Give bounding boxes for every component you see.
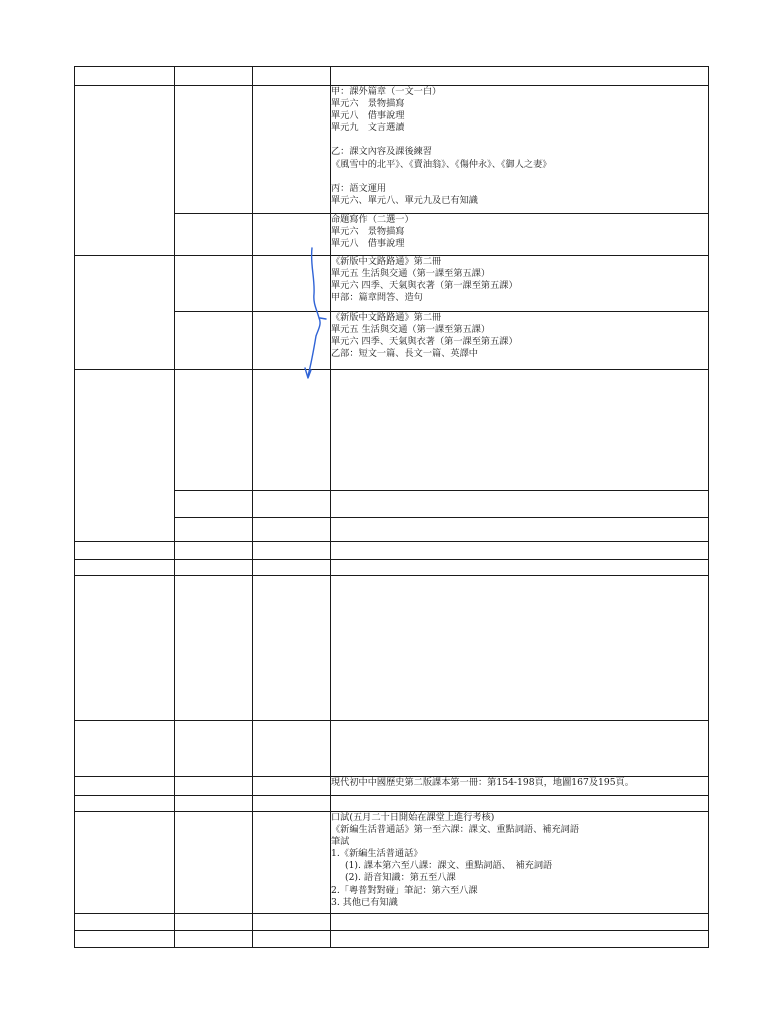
- syllabus-line: 甲：課外篇章（一文一白）: [331, 86, 442, 97]
- syllabus-cell-paper-1: [331, 256, 709, 312]
- syllabus-line: 2.「粵普對對碰」筆記：第六至八課: [331, 884, 478, 896]
- syllabus-cell-empty: [331, 370, 709, 491]
- paper-cell: [175, 542, 253, 560]
- paper-cell: [175, 721, 253, 777]
- subject-cell: [75, 777, 175, 796]
- syllabus-line: 乙部：短文一篇、長文一篇、英譯中: [331, 348, 478, 360]
- syllabus-cell-empty: [331, 576, 709, 721]
- time-cell: [253, 812, 331, 914]
- syllabus-line: 口試(五月二十日開始在課堂上進行考核): [331, 812, 495, 823]
- syllabus-line: 單元六 景物描寫: [331, 98, 405, 110]
- table-row: [75, 914, 709, 931]
- time-cell: [253, 777, 331, 796]
- time-cell: [253, 560, 331, 576]
- paper-cell: [175, 491, 253, 518]
- table-row: [75, 542, 709, 560]
- syllabus-cell-reading: [331, 86, 709, 214]
- subject-cell: [75, 914, 175, 931]
- paper-cell: [175, 560, 253, 576]
- syllabus-cell-putonghua: [331, 812, 709, 914]
- paper-cell: [175, 796, 253, 812]
- table-row: [75, 256, 709, 312]
- paper-cell: [175, 370, 253, 491]
- syllabus-line: 單元九 文言選讀: [331, 122, 405, 134]
- syllabus-cell-empty: [331, 931, 709, 948]
- paper-cell: [175, 256, 253, 312]
- time-cell: [253, 914, 331, 931]
- time-cell: [253, 370, 331, 491]
- syllabus-line: 《風雪中的北平》、《賣油翁》、《傷仲永》、《御人之妻》: [331, 158, 552, 170]
- paper-cell: [175, 214, 253, 256]
- table-row: [75, 576, 709, 721]
- header-cell: [331, 67, 709, 86]
- table-row: [75, 560, 709, 576]
- paper-cell: [175, 576, 253, 721]
- syllabus-line: 命題寫作（二選一）: [331, 214, 414, 225]
- paper-cell: [175, 931, 253, 948]
- subject-cell: [75, 931, 175, 948]
- paper-cell: [175, 914, 253, 931]
- syllabus-cell-history: [331, 777, 709, 796]
- header-cell: [175, 67, 253, 86]
- handwritten-arrow-icon: [296, 244, 330, 384]
- subject-cell: [75, 576, 175, 721]
- syllabus-line: 3. 其他已有知識: [331, 896, 398, 908]
- time-cell: [253, 796, 331, 812]
- syllabus-line: 丙：語文運用: [331, 182, 387, 194]
- syllabus-line: 《新編生活普通話》第一至六課：課文、重點詞語、補充詞語: [331, 824, 580, 836]
- time-cell: [253, 721, 331, 777]
- syllabus-cell-empty: [331, 914, 709, 931]
- pen-stroke: [320, 318, 326, 319]
- pen-stroke: [308, 248, 320, 376]
- time-cell: [253, 576, 331, 721]
- syllabus-line: 單元五 生活與交通（第一課至第五課）: [331, 324, 491, 336]
- syllabus-line: 單元八 借事說理: [331, 238, 405, 250]
- subject-cell: [75, 542, 175, 560]
- table-row: [75, 812, 709, 914]
- table-row: [75, 777, 709, 796]
- subject-cell: [75, 370, 175, 542]
- paper-cell: [175, 777, 253, 796]
- time-cell: [253, 542, 331, 560]
- syllabus-cell-empty: [331, 560, 709, 576]
- syllabus-line: (1). 課本第六至八課：課文、重點詞語、 補充詞語: [345, 860, 553, 872]
- syllabus-line: 單元五 生活與交通（第一課至第五課）: [331, 268, 491, 280]
- subject-cell: [75, 812, 175, 914]
- table-row: [75, 796, 709, 812]
- syllabus-cell-writing: [331, 214, 709, 256]
- table-row: [75, 931, 709, 948]
- time-cell: [253, 518, 331, 542]
- syllabus-line: 筆試: [331, 836, 350, 848]
- syllabus-cell-empty: [331, 721, 709, 777]
- table-row: [75, 370, 709, 491]
- time-cell: [253, 491, 331, 518]
- header-cell: [75, 67, 175, 86]
- subject-cell: [75, 256, 175, 370]
- subject-cell: [75, 721, 175, 777]
- syllabus-line: 甲部：篇章問答、造句: [331, 292, 423, 304]
- syllabus-line: 單元六、單元八、單元九及已有知識: [331, 194, 478, 206]
- syllabus-cell-empty: [331, 491, 709, 518]
- syllabus-line: 1.《新編生活普通話》: [331, 848, 423, 860]
- paper-cell: [175, 312, 253, 370]
- syllabus-line: 《新版中文路路通》第二冊: [331, 256, 442, 267]
- paper-cell: [175, 86, 253, 214]
- syllabus-line: 單元六 四季、天氣與衣著（第一課至第五課）: [331, 336, 518, 348]
- time-cell: [253, 931, 331, 948]
- paper-cell: [175, 518, 253, 542]
- table-row: [75, 86, 709, 214]
- syllabus-line: 單元八 借事說理: [331, 110, 405, 122]
- time-cell: [253, 86, 331, 214]
- syllabus-cell-empty: [331, 518, 709, 542]
- paper-cell: [175, 812, 253, 914]
- syllabus-line: 現代初中中國歷史第二版課本第一冊：第154-198頁，地圖167及195頁。: [331, 777, 634, 788]
- subject-cell: [75, 796, 175, 812]
- exam-schedule-table: [74, 66, 709, 948]
- syllabus-cell-empty: [331, 542, 709, 560]
- syllabus-cell-empty: [331, 796, 709, 812]
- syllabus-line: 《新版中文路路通》第二冊: [331, 312, 442, 323]
- header-cell: [253, 67, 331, 86]
- header-row: [75, 67, 709, 86]
- syllabus-cell-paper-2: [331, 312, 709, 370]
- syllabus-line: 單元六 景物描寫: [331, 226, 405, 238]
- syllabus-line: (2). 語音知識：第五至八課: [345, 872, 456, 884]
- subject-cell: [75, 560, 175, 576]
- syllabus-line: 單元六 四季、天氣與衣著（第一課至第五課）: [331, 280, 518, 292]
- syllabus-line: 乙：課文內容及課後練習: [331, 146, 433, 158]
- subject-cell: [75, 86, 175, 256]
- table-row: [75, 721, 709, 777]
